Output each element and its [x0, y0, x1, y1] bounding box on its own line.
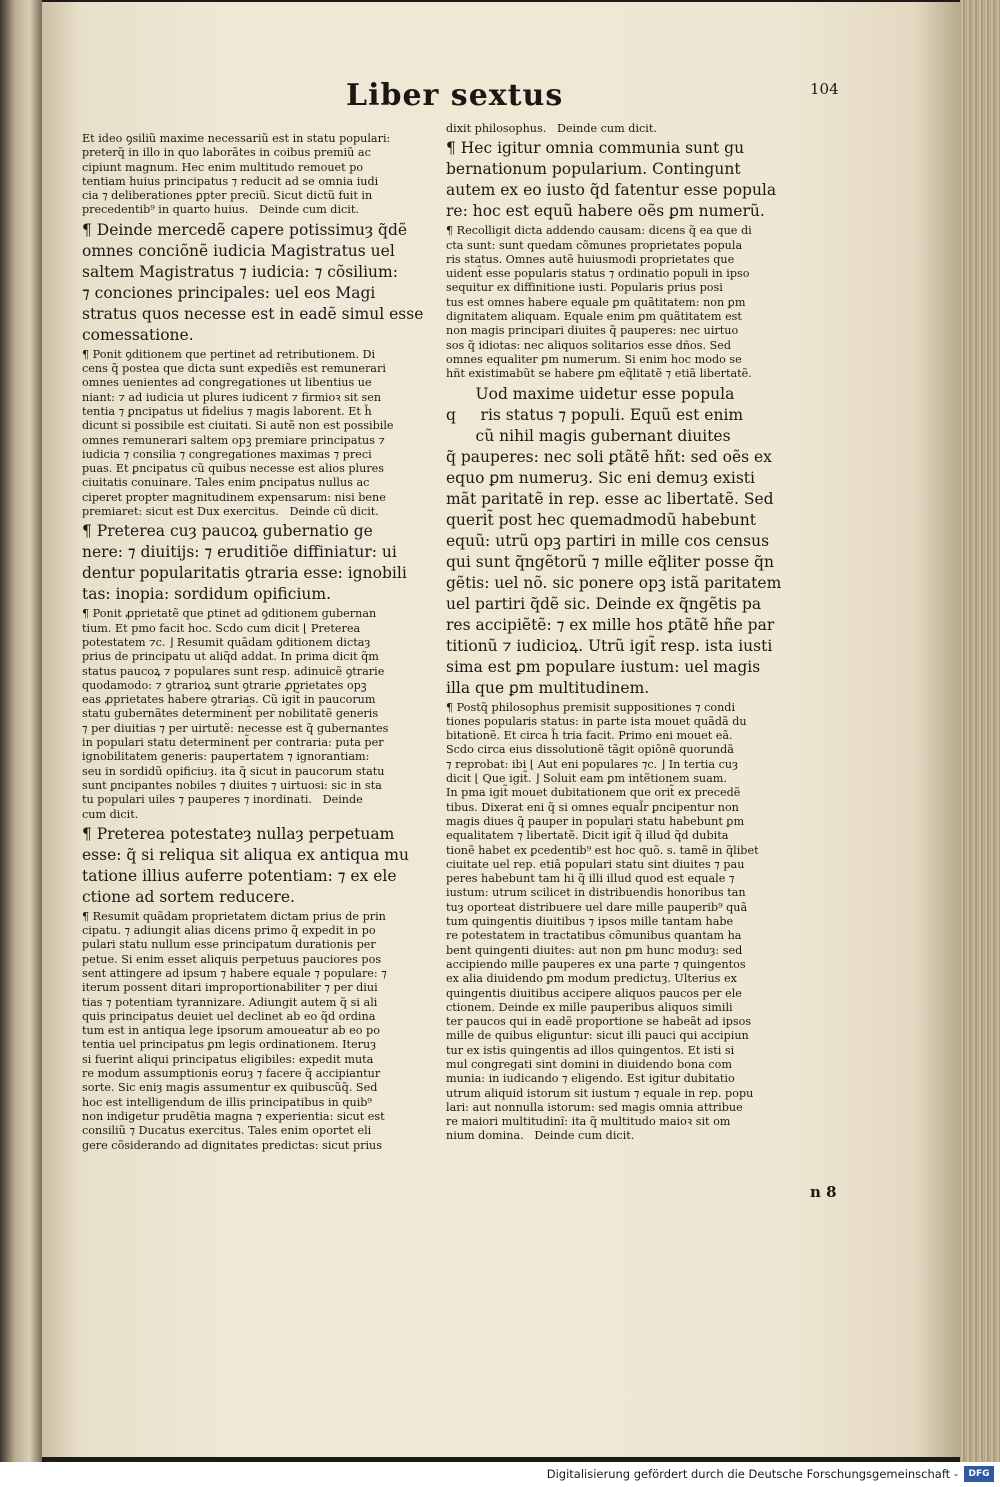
footer-credit-text: Digitalisierung gefördert durch die Deutsche Forschungsgemeinschaft -: [546, 1467, 958, 1481]
text-line: gere cõsiderando ad dignitates predictas: sicut prius: [82, 1138, 382, 1152]
text-line: tum quingentis diuitibus ⁊ ipsos mille tantam habe: [446, 915, 734, 929]
text-line: ⁊ per diuitias ⁊ per uirtutẽ: necesse est q̃ gubernantes: [82, 721, 389, 735]
text-line: quingentis diuitibus accipere aliquos paucos per ele: [446, 986, 742, 1000]
text-line: uel partiri q̃dẽ sic. Deinde ex q̃ngẽtis pa: [446, 594, 762, 613]
text-line: ¶ Preterea cuȝ paucoꝝ gubernatio ge: [82, 522, 373, 541]
text-line: statu gubernãtes determinent̃ per nobilitatẽ generis: [82, 707, 379, 721]
text-line: ¶ Postq̃ philosophus premisit suppositiones ⁊ condi: [446, 700, 736, 714]
text-line: quodamodo: ⁊ ꝯtrarioꝝ sunt ꝯtrarie ꝓprietates opꝫ: [82, 678, 367, 692]
text-line: ris status. Omnes autẽ huiusmodi proprietates que: [446, 252, 735, 266]
text-line: premiaret: sicut est Dux exercitus. Deinde cũ dicit.: [82, 505, 379, 519]
folio-number: 104: [810, 80, 839, 98]
text-line: cum dicit.: [82, 807, 139, 821]
text-line: dicunt si possibile est ciuitati. Si autẽ non est possibile: [82, 419, 394, 433]
left-text-column: [82, 132, 432, 1155]
dfg-logo: DFG: [964, 1466, 994, 1482]
text-line: res accipiẽtẽ: ⁊ ex mille hos ꝑtãtẽ hñe par: [446, 615, 775, 634]
text-lemma-block: [446, 384, 806, 699]
text-line: cipiunt magnum. Hec enim multitudo remouet po: [82, 160, 364, 174]
text-line: tibus. Dixerat eni q̃ si omnes equal̃r ꝑncipentur non: [446, 800, 739, 814]
text-line: illa que ꝑm multitudinem.: [446, 678, 650, 697]
text-line: esse: q̃ si reliqua sit aliqua ex antiqua mu: [82, 845, 409, 864]
text-line: sos q̃ idiotas: nec aliquos solitarios esse dños. Sed: [446, 338, 732, 352]
text-commentary-block: [446, 122, 806, 136]
text-lemma-block: [82, 521, 432, 605]
text-line: equalitatem ⁊ libertatẽ. Dicit igit̃ q̃ illud q̃d dubita: [446, 829, 729, 843]
text-line: iudicia ⁊ consilia ⁊ congregationes maximas ⁊ preci: [82, 447, 372, 461]
text-line: cia ⁊ deliberationes ꝑpter preciũ. Sicut dictũ fuit in: [82, 189, 373, 203]
digitization-footer: [0, 1462, 1000, 1487]
text-line: potestatem ⁊c. ⌋ Resumit quãdam ꝯditionem dictaȝ: [82, 635, 371, 649]
text-line: preterq̃ in illo in quo laborãtes in coibus premiũ ac: [82, 146, 371, 160]
text-line: q̃ pauperes: nec soli ꝑtãtẽ hñt: sed oẽs ex: [446, 447, 772, 466]
text-line: ⁊ reprobat: ibi ⌊ Aut eni populares ⁊c. ⌋ In tertia cuȝ: [446, 757, 738, 771]
text-line: niant: ⁊ ad iudicia ut plures iudicent ⁊ firmioꝛ sit sen: [82, 390, 382, 404]
text-line: sent attingere ad ipsum ⁊ habere equale ⁊ populare: ⁊: [82, 966, 387, 980]
text-line: ⁊ conciones principales: uel eos Magi: [82, 283, 376, 302]
text-line: cens q̃ postea que dicta sunt expediẽs est remunerari: [82, 362, 386, 376]
text-line: ciperet propter magnitudinem expensarum: nisi bene: [82, 490, 386, 504]
text-line: comessatione.: [82, 325, 194, 344]
text-line: status paucoꝝ ⁊ populares sunt resp. adinuicẽ ꝯtrarie: [82, 664, 385, 678]
text-line: ¶ Deinde mercedẽ capere potissimuȝ q̃dẽ: [82, 220, 408, 239]
text-line: tiones popularis status: in parte ista mouet quãdã du: [446, 714, 747, 728]
text-line: hoc est intelligendum de illis principatibus in quib⁹: [82, 1095, 372, 1109]
right-text-column: [446, 122, 806, 1146]
text-line: iustum: utrum scilicet in distribuendis honoribus tan: [446, 886, 746, 900]
text-line: equo ꝑm numeruȝ. Sic eni demuȝ existi: [446, 468, 755, 487]
text-line: titionũ ⁊ iudicioꝝ. Utrũ igit̃ resp. ista iusti: [446, 636, 773, 655]
text-line: uident̃ esse popularis status ⁊ ordinatio populi in ipso: [446, 267, 750, 281]
text-line: in populari statu determinent̃ per contraria: puta per: [82, 736, 384, 750]
text-commentary-block: [82, 910, 432, 1153]
text-line: tum est in antiqua lege ipsorum amoueatur ab eo po: [82, 1024, 380, 1038]
text-line: ter paucos qui in eadẽ proportione se habeãt ad ipsos: [446, 1015, 752, 1029]
text-line: ctione ad sortem reducere.: [82, 887, 295, 906]
text-line: re maiori multitudinĩ: ita q̃ multitudo maioꝛ sit om: [446, 1115, 731, 1129]
text-lemma-block: [82, 824, 432, 908]
text-line: re: hoc est equũ habere oẽs ꝑm numerũ.: [446, 202, 765, 221]
text-line: q ris status ⁊ populi. Equũ est enim: [446, 405, 744, 424]
text-line: Et ideo ꝯsiliũ maxime necessariũ est in statu populari:: [82, 132, 391, 145]
text-commentary-block: [82, 607, 432, 821]
text-line: Uod maxime uidetur esse popula: [446, 384, 735, 403]
text-line: mille de quibus eliguntur: sicut illi pauci qui accipiun: [446, 1029, 749, 1043]
text-line: ex alia diuidendo ꝑm modum predictuȝ. Ulterius ex: [446, 972, 737, 986]
text-line: lari: aut nonnulla istorum: sed magis omnia attribue: [446, 1100, 743, 1114]
text-line: tuȝ oporteat distribuere uel dare mille pauperib⁹ quã: [446, 900, 748, 914]
text-line: saltem Magistratus ⁊ iudicia: ⁊ cõsilium:: [82, 262, 398, 281]
text-line: cta sunt: sunt quedam cõmunes proprietates popula: [446, 238, 743, 252]
text-line: autem ex eo iusto q̃d fatentur esse popula: [446, 181, 777, 200]
running-head-title: Liber sextus: [346, 78, 564, 113]
text-line: magis diues q̃ pauper in populari statu habebunt ꝑm: [446, 814, 745, 828]
text-line: gẽtis: uel nõ. sic ponere opꝫ istã paritatem: [446, 573, 782, 592]
text-line: tu populari uiles ⁊ pauperes ⁊ inordinati. Deinde: [82, 793, 363, 807]
text-line: dixit philosophus. Deinde cum dicit.: [446, 122, 657, 135]
text-line: omnes equaliter ꝑm numerum. Si enim hoc modo se: [446, 352, 742, 366]
text-line: sunt ꝑncipantes nobiles ⁊ diuites ⁊ uirtuosi: sic in sta: [82, 778, 382, 792]
text-line: ¶ Recolligit dicta addendo causam: dicens q̃ ea que di: [446, 224, 752, 238]
text-line: In pma igit̃ mouet dubitationem que orit̃ ex precedẽ: [446, 786, 741, 800]
text-line: ciuitate uel rep. etiã populari statu sint diuites ⁊ pau: [446, 857, 745, 871]
text-line: Scdo circa eius dissolutionẽ tãgit opiõnẽ quorundã: [446, 743, 734, 757]
text-line: sima est ꝑm populare iustum: uel magis: [446, 657, 761, 676]
text-line: peres habebunt tam hi q̃ illi illud quod est equale ⁊: [446, 872, 735, 886]
text-line: non indigetur prudẽtia magna ⁊ experientia: sicut est: [82, 1109, 385, 1123]
text-line: tur ex istis quingentis ad illos quingentos. Et isti si: [446, 1043, 735, 1057]
text-line: tentiam huius principatus ⁊ reducit ad se omnia iudi: [82, 174, 379, 188]
text-line: sequitur ex diffinitione iusti. Popularis prius posi: [446, 281, 723, 295]
text-line: petue. Si enim esset aliquis perpetuus pauciores pos: [82, 952, 382, 966]
text-line: omnes remunerari saltem opꝫ premiare principatus ⁊: [82, 433, 385, 447]
text-line: qui sunt q̃ngẽtorũ ⁊ mille eq̃liter posse q̃n: [446, 552, 774, 571]
text-commentary-block: [82, 348, 432, 520]
text-line: nium domina. Deinde cum dicit.: [446, 1129, 635, 1143]
text-line: cũ nihil magis gubernant diuites: [446, 426, 731, 445]
adjacent-left-page-edge: [0, 0, 42, 1462]
text-line: prius de principatu ut aliq̃d addat. In prima dicit q̃m: [82, 650, 379, 664]
signature-mark: n 8: [810, 1183, 837, 1201]
text-line: querit̃ post hec quemadmodũ habebunt: [446, 510, 756, 529]
text-line: ¶ Resumit quãdam proprietatem dictam prius de prin: [82, 909, 386, 923]
text-line: re potestatem in tractatibus cõmunibus quantam ha: [446, 929, 742, 943]
text-line: utrum aliquid istorum sit iustum ⁊ equale in rep. popu: [446, 1086, 754, 1100]
text-line: mãt paritatẽ in rep. esse ac libertatẽ. Sed: [446, 489, 774, 508]
text-line: ¶ Hec igitur omnia communia sunt gu: [446, 139, 745, 158]
text-line: sorte. Sic eniȝ magis assumentur ex quibuscũq̃. Sed: [82, 1081, 378, 1095]
text-line: hñt existimabũt se habere ꝑm eq̃litatẽ ⁊ etiã libertatẽ.: [446, 367, 752, 381]
text-commentary-block: [446, 224, 806, 381]
text-line: non magis principari diuites q̃ pauperes: nec uirtuo: [446, 324, 739, 338]
text-line: pulari statu nullum esse principatum durationis per: [82, 938, 376, 952]
text-line: tatione illius auferre potentiam: ⁊ ex ele: [82, 866, 397, 885]
text-line: tentia uel principatus ꝑm legis ordinationem. Iteruȝ: [82, 1038, 377, 1052]
text-line: tium. Et pmo facit hoc. Scdo cum dicit ⌊ Preterea: [82, 621, 361, 635]
text-line: dignitatem aliquam. Equale enim ꝑm quãtitatem est: [446, 310, 742, 324]
text-line: munia: in iudicando ⁊ eligendo. Est igitur dubitatio: [446, 1072, 735, 1086]
text-line: mul congregati sint domini in diuidendo bona com: [446, 1057, 732, 1071]
text-line: tus est omnes habere equale ꝑm quãtitatem: non ꝑm: [446, 295, 746, 309]
text-line: nere: ⁊ diuitijs: ⁊ eruditiõe diffiniatur: ui: [82, 543, 397, 562]
text-commentary-block: [82, 132, 432, 218]
text-line: equũ: utrũ opꝫ partiri in mille cos census: [446, 531, 770, 550]
text-line: omnes conciõnẽ iudicia Magistratus uel: [82, 241, 395, 260]
text-line: re modum assumptionis eoruȝ ⁊ facere q̃ accipiantur: [82, 1067, 381, 1081]
text-line: tionẽ habet ex ꝑcedentib⁹ est hoc quõ. s. tamẽ in q̃libet: [446, 843, 759, 857]
text-line: ctionem. Deinde ex mille pauperibus aliquos simili: [446, 1000, 733, 1014]
text-line: ciuitatis conuinare. Tales enim ꝑncipatus nullus ac: [82, 476, 370, 490]
text-line: dentur popularitatis ꝯtraria esse: ignobili: [82, 564, 407, 583]
page-edges: [960, 0, 1000, 1462]
text-line: tias ⁊ potentiam tyrannizare. Adiungit autem q̃ si ali: [82, 995, 378, 1009]
text-line: accipiendo mille pauperes ex una parte ⁊ quingentos: [446, 957, 746, 971]
text-line: seu in sordidũ opificiuȝ. ita q̃ sicut in paucorum statu: [82, 764, 385, 778]
text-line: consiliũ ⁊ Ducatus exercitus. Tales enim oportet eli: [82, 1124, 372, 1138]
text-lemma-block: [82, 220, 432, 346]
text-line: precedentib⁹ in quarto huius. Deinde cum dicit.: [82, 203, 359, 217]
text-line: puas. Et ꝑncipatus cũ quibus necesse est alios plures: [82, 462, 385, 476]
text-line: omnes uenientes ad congregationes ut libentius ue: [82, 376, 372, 390]
text-line: bitationẽ. Et circa h̃ tria facit. Primo eni mouet eã.: [446, 729, 733, 743]
text-line: si fuerint aliqui principatus eligibiles: expedit muta: [82, 1052, 374, 1066]
text-line: iterum possent ditari improportionabiliter ⁊ per diui: [82, 981, 378, 995]
text-line: quis principatus deuiet uel declinet ab eo q̃d ordina: [82, 1009, 376, 1023]
text-line: ¶ Preterea potestateȝ nullaȝ perpetuam: [82, 824, 395, 843]
text-line: ¶ Ponit ꝯditionem que pertinet ad retributionem. Di: [82, 347, 376, 361]
text-line: dicit ⌊ Que igit̃. ⌋ Soluit eam ꝑm intẽtionem suam.: [446, 772, 727, 786]
text-commentary-block: [446, 701, 806, 1144]
text-line: cipatu. ⁊ adiungit alias dicens primo q̃ expedit in po: [82, 924, 376, 938]
text-line: bent quingenti diuites: aut non ꝑm hunc moduȝ: sed: [446, 943, 743, 957]
text-lemma-block: [446, 138, 806, 222]
text-line: tentia ⁊ ꝑncipatus ut fidelius ⁊ magis laborent. Et h̃: [82, 404, 372, 418]
text-line: eas ꝓprietates habere ꝯtrarias. Cũ igit̃ in paucorum: [82, 693, 376, 707]
text-line: bernationum popularium. Contingunt: [446, 160, 741, 179]
text-line: tas: inopia: sordidum opificium.: [82, 585, 332, 604]
text-line: stratus quos necesse est in eadẽ simul esse: [82, 304, 424, 323]
text-line: ignobilitatem generis: paupertatem ⁊ ignorantiam:: [82, 750, 370, 764]
text-line: ¶ Ponit ꝓprietatẽ que ꝑtinet ad ꝯditionem gubernan: [82, 607, 377, 621]
